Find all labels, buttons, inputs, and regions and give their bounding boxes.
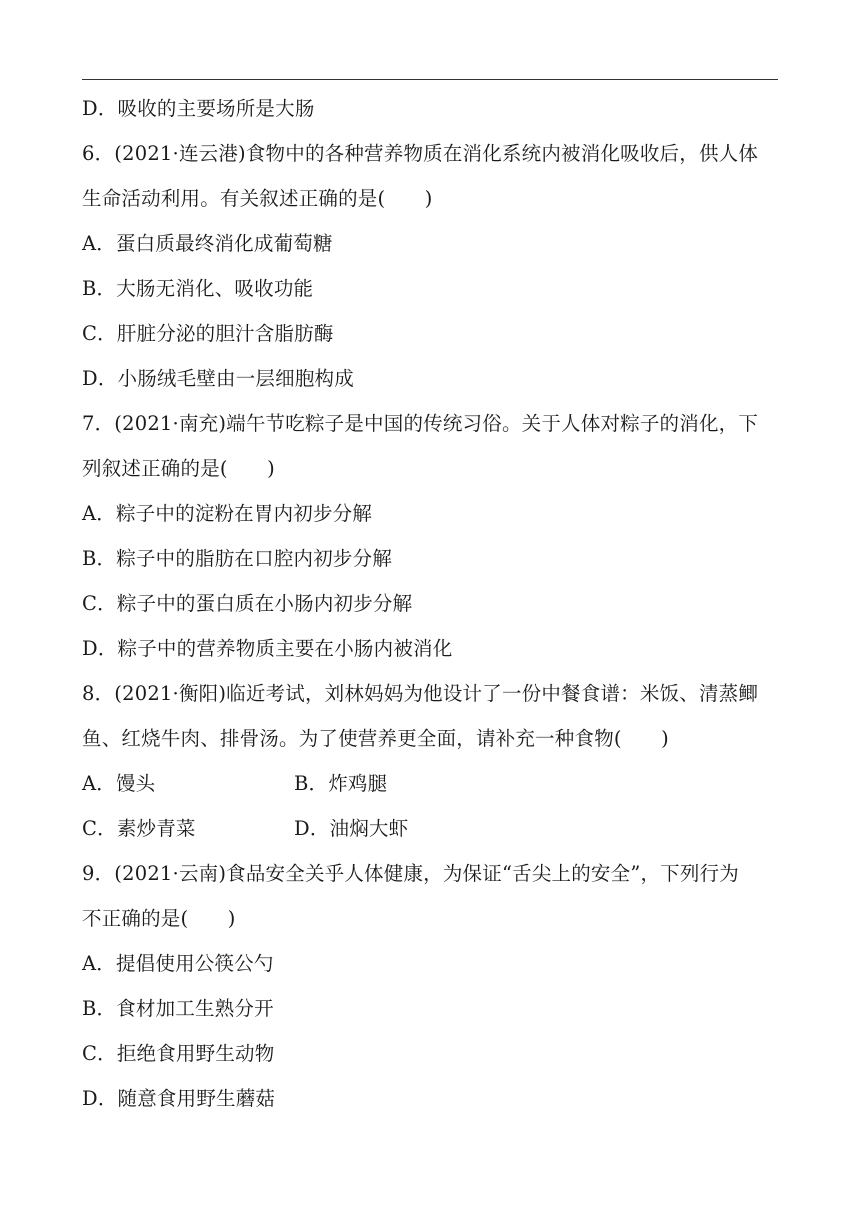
question-stem-line: 7．(2021·南充)端午节吃粽子是中国的传统习俗。关于人体对粽子的消化，下 xyxy=(82,412,759,435)
option-a: A．蛋白质最终消化成葡萄糖 xyxy=(82,232,333,255)
question-stem-line: 9．(2021·云南)食品安全关乎人体健康，为保证“舌尖上的安全”，下列行为 xyxy=(82,862,739,885)
question-9 xyxy=(82,851,782,1121)
question-stem-line: 列叙述正确的是( ) xyxy=(82,457,275,480)
option-d: D．吸收的主要场所是大肠 xyxy=(82,97,315,120)
option-b: B．大肠无消化、吸收功能 xyxy=(82,277,314,300)
question-stem-line: 生命活动利用。有关叙述正确的是( ) xyxy=(82,187,433,210)
question-stem-line: 8．(2021·衡阳)临近考试，刘林妈妈为他设计了一份中餐食谱：米饭、清蒸鲫 xyxy=(82,682,759,705)
option-a: A．馒头 xyxy=(82,772,156,795)
option-c: C．拒绝食用野生动物 xyxy=(82,1042,275,1065)
option-d: D．油焖大虾 xyxy=(294,817,409,840)
option-b: B．粽子中的脂肪在口腔内初步分解 xyxy=(82,547,393,570)
option-row xyxy=(82,761,782,806)
question-6 xyxy=(82,131,782,401)
question-stem-line: 鱼、红烧牛肉、排骨汤。为了使营养更全面，请补充一种食物( ) xyxy=(82,727,669,750)
header-rule xyxy=(82,79,778,80)
question-list xyxy=(82,86,782,1121)
option-c: C．素炒青菜 xyxy=(82,817,196,840)
question-stem-line: 6．(2021·连云港)食物中的各种营养物质在消化系统内被消化吸收后，供人体 xyxy=(82,142,759,165)
option-d: D．小肠绒毛壁由一层细胞构成 xyxy=(82,367,354,390)
option-c: C．粽子中的蛋白质在小肠内初步分解 xyxy=(82,592,413,615)
question-7 xyxy=(82,401,782,671)
option-c: C．肝脏分泌的胆汁含脂肪酶 xyxy=(82,322,334,345)
question-8 xyxy=(82,671,782,851)
option-b: B．炸鸡腿 xyxy=(294,772,388,795)
option-a: A．提倡使用公筷公勺 xyxy=(82,952,274,975)
option-d: D．随意食用野生蘑菇 xyxy=(82,1087,276,1110)
option-a: A．粽子中的淀粉在胃内初步分解 xyxy=(82,502,373,525)
option-b: B．食材加工生熟分开 xyxy=(82,997,274,1020)
option-row xyxy=(82,806,782,851)
option-d: D．粽子中的营养物质主要在小肠内被消化 xyxy=(82,637,453,660)
question-stem-line: 不正确的是( ) xyxy=(82,907,236,930)
